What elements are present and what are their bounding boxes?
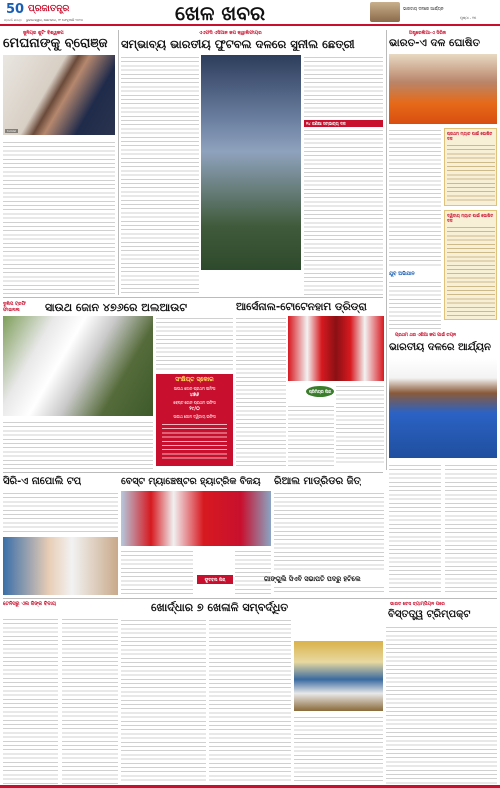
headline: ମେଘନାଙ୍କୁ ବ୍ରୋଞ୍ଜ: [3, 36, 108, 51]
divider: [3, 297, 383, 298]
story-duleep: [3, 300, 233, 470]
section-title: ଖେଳ ଖବର: [175, 2, 266, 24]
kicker: ଅଷ୍ଟ୍ରେଲିଆ-ଏ ସିରିଜ: [409, 31, 446, 36]
story-napoli: [3, 475, 118, 595]
league-badge: ଫୁଟବଲ ଲିଗ୍: [197, 575, 233, 584]
kicker: ଜୁନିୟର ଶୁଟିଂ ବିଶ୍ୱକପ: [23, 31, 64, 36]
divider: [118, 30, 119, 295]
logo-number: 50: [6, 2, 25, 17]
divider: [386, 30, 387, 470]
body-text: [3, 140, 115, 295]
date-line: ଭୁବନେଶ୍ୱର, ସୋମବାର, ୨୯ ଫେବୃଆରି ୨୦୨୪: [26, 18, 83, 22]
info-title: ୨୪ ଜଣିଆ ସମ୍ଭାବ୍ୟ ଦଳ: [304, 120, 383, 127]
headline: ସିରି-ଏ ନାପୋଲି ଟପ୍: [3, 476, 82, 487]
kicker: ଭାରତ ଚେସ ଚ୍ୟାମ୍ପିୟନ ପରେ: [390, 602, 445, 607]
score-line: ଵେଷ୍ଟ ଜୋନ ପ୍ରଥମ ଇନିଂସ: [173, 400, 216, 405]
box-body: [447, 143, 495, 203]
kicker: ପ୍ରଥମ ଥର ଏଶିଆ କପ ପାଇଁ ଚୟନ: [395, 333, 456, 338]
lead-story: [121, 30, 383, 295]
lead-headline: ସମ୍ଭାବ୍ୟ ଭାରତୀୟ ଫୁଟବଲ ଦଳରେ ସୁନୀଲ ଛେତ୍ରୀ: [121, 37, 355, 51]
score-line: ୨୯/୦: [189, 406, 200, 412]
score-title: ସଂକ୍ଷିପ୍ତ ସ୍କୋର: [175, 376, 214, 383]
story-mancity: [121, 475, 271, 595]
lead-info-box: [304, 120, 383, 295]
body-text: [3, 617, 58, 785]
body-text: [3, 491, 118, 535]
headline: ଖୋର୍ଦ୍ଧାର ୭ ଖେଳାଳି ସମ୍ବର୍ଦ୍ଧିତ: [151, 601, 289, 614]
score-box: [156, 374, 233, 466]
side-caption: ଭାରତୀୟ ଦଳରେ ଆର୍ଯ୍ୟନ: [403, 6, 444, 11]
logo-subtext: ପ୍ରଗତି ଯାତ୍ରା: [4, 18, 22, 22]
felicitation-photo: [294, 641, 383, 711]
divider: [3, 598, 497, 599]
score-line: ସାଉଥ ଜୋନ ଦ୍ୱିତୀୟ ଇନିଂସ: [173, 414, 216, 419]
paper-name: ପ୍ରଜାତନ୍ତ୍ର: [28, 4, 70, 14]
story-india-a: [389, 30, 497, 330]
headline: ରିଆଲ ମାଡ୍ରିଡର ଜିତ୍: [274, 476, 361, 487]
body-text: [386, 625, 497, 785]
kicker: ଦୁଲିପ ଟ୍ରଫି ଫାଇନାଲ: [3, 302, 26, 313]
squad-box-2: [444, 210, 497, 320]
body-text-3: [294, 715, 383, 784]
squad-box-1: [444, 128, 497, 206]
lead-body: [121, 55, 199, 295]
body-text-2: [62, 617, 118, 785]
divider: [3, 472, 383, 473]
kicker: ଟେନିସରୁ ଏଲ ଜିଙ୍କ ବିଦାୟ: [3, 601, 56, 607]
body-text: [121, 618, 206, 784]
mancity-photo: [121, 491, 271, 546]
body-text: [389, 128, 441, 268]
body-text-2: [336, 384, 384, 466]
box-title: ଦ୍ୱିତୀୟ ମ୍ୟାଚ ପାଇଁ ଘୋଷିତ ଦଳ: [447, 213, 494, 223]
headline: ଆର୍ସେନାଲ-ଟୋଟେନହାମ ଡ୍ରିଡ୍ରା: [236, 301, 367, 313]
body-text-2: [156, 316, 233, 371]
body-text: [389, 463, 441, 595]
shooter-photo: [3, 55, 115, 135]
sub-kicker: ଯୁବ ଅଭିଯାନ: [389, 271, 415, 277]
lead-body-right: [304, 55, 383, 117]
headline: ବିସ୍ତତ୍ତ୍ୱ ଟ୍ରିମ୍ପକ୍ଟ: [388, 609, 471, 620]
player-thumbnail: [370, 2, 400, 22]
cricket-photo: [3, 316, 153, 416]
box-title: ପ୍ରଥମ ମ୍ୟାଚ ପାଇଁ ଘୋଷିତ ଦଳ: [447, 131, 493, 141]
story-aryan: [389, 333, 497, 595]
chhetri-photo: [201, 55, 301, 270]
headline: ଭାରତ-ଏ ଦଳ ଘୋଷିତ: [389, 37, 480, 49]
body-text-3: [288, 404, 334, 466]
box-body: [447, 225, 495, 317]
photo-label: ମେଘନା: [7, 129, 17, 133]
body-text: [121, 549, 193, 595]
score-body: [162, 422, 227, 462]
body-text-2: [274, 585, 384, 595]
info-body: [304, 128, 383, 295]
body-text-2: [389, 280, 441, 330]
score-line: ୪୭୬: [189, 392, 200, 398]
player-photo: [3, 537, 118, 595]
masthead: [0, 0, 500, 26]
headline: ସାଉଥ ଜୋନ ୪୭୬ରେ ଅଲଆଉଟ: [45, 301, 187, 314]
arsenal-photo: [288, 316, 384, 381]
player-photo: [389, 54, 497, 124]
story-khordha: [121, 601, 383, 786]
body-text-2: [445, 463, 497, 595]
body-text-2: [209, 618, 291, 784]
score-line: ସାଉଥ ଜୋନ ପ୍ରଥମ ଇନିଂସ: [173, 386, 216, 391]
body-text: [3, 420, 153, 470]
sub-headline: ଗାଙ୍ଗୁଲି ସିଏବି ସଭାପତି ପଦରୁ ହଟିଲେ: [264, 575, 361, 583]
anniversary-logo: [6, 2, 24, 18]
headline: ବେସ୍ଟ ମ୍ୟାଞ୍ଚେଷ୍ଟର ହ୍ୟାଟ୍ରିକ ବିଜୟ: [121, 476, 261, 487]
league-badge: ପ୍ରିମିୟର ଲିଗ: [306, 386, 334, 397]
body-text-2: [235, 549, 271, 595]
lead-kicker: ଏଏଫସି ଏସିଆନ କପ କ୍ୱାଲିଫାୟର: [199, 31, 262, 36]
page-number: ପୃଷ୍ଠା - ୧୫: [460, 16, 477, 20]
story-arsenal: [236, 300, 384, 470]
body-text: [274, 491, 384, 571]
headline: ଭାରତୀୟ ଦଳରେ ଆର୍ଯ୍ୟନ: [389, 342, 491, 353]
story-realmadrid: [264, 475, 384, 595]
story-shooting: [3, 30, 115, 295]
story-chess: [386, 601, 497, 786]
story-tennis: [3, 601, 118, 786]
aryan-photo: [389, 358, 497, 458]
body-text: [236, 316, 286, 466]
